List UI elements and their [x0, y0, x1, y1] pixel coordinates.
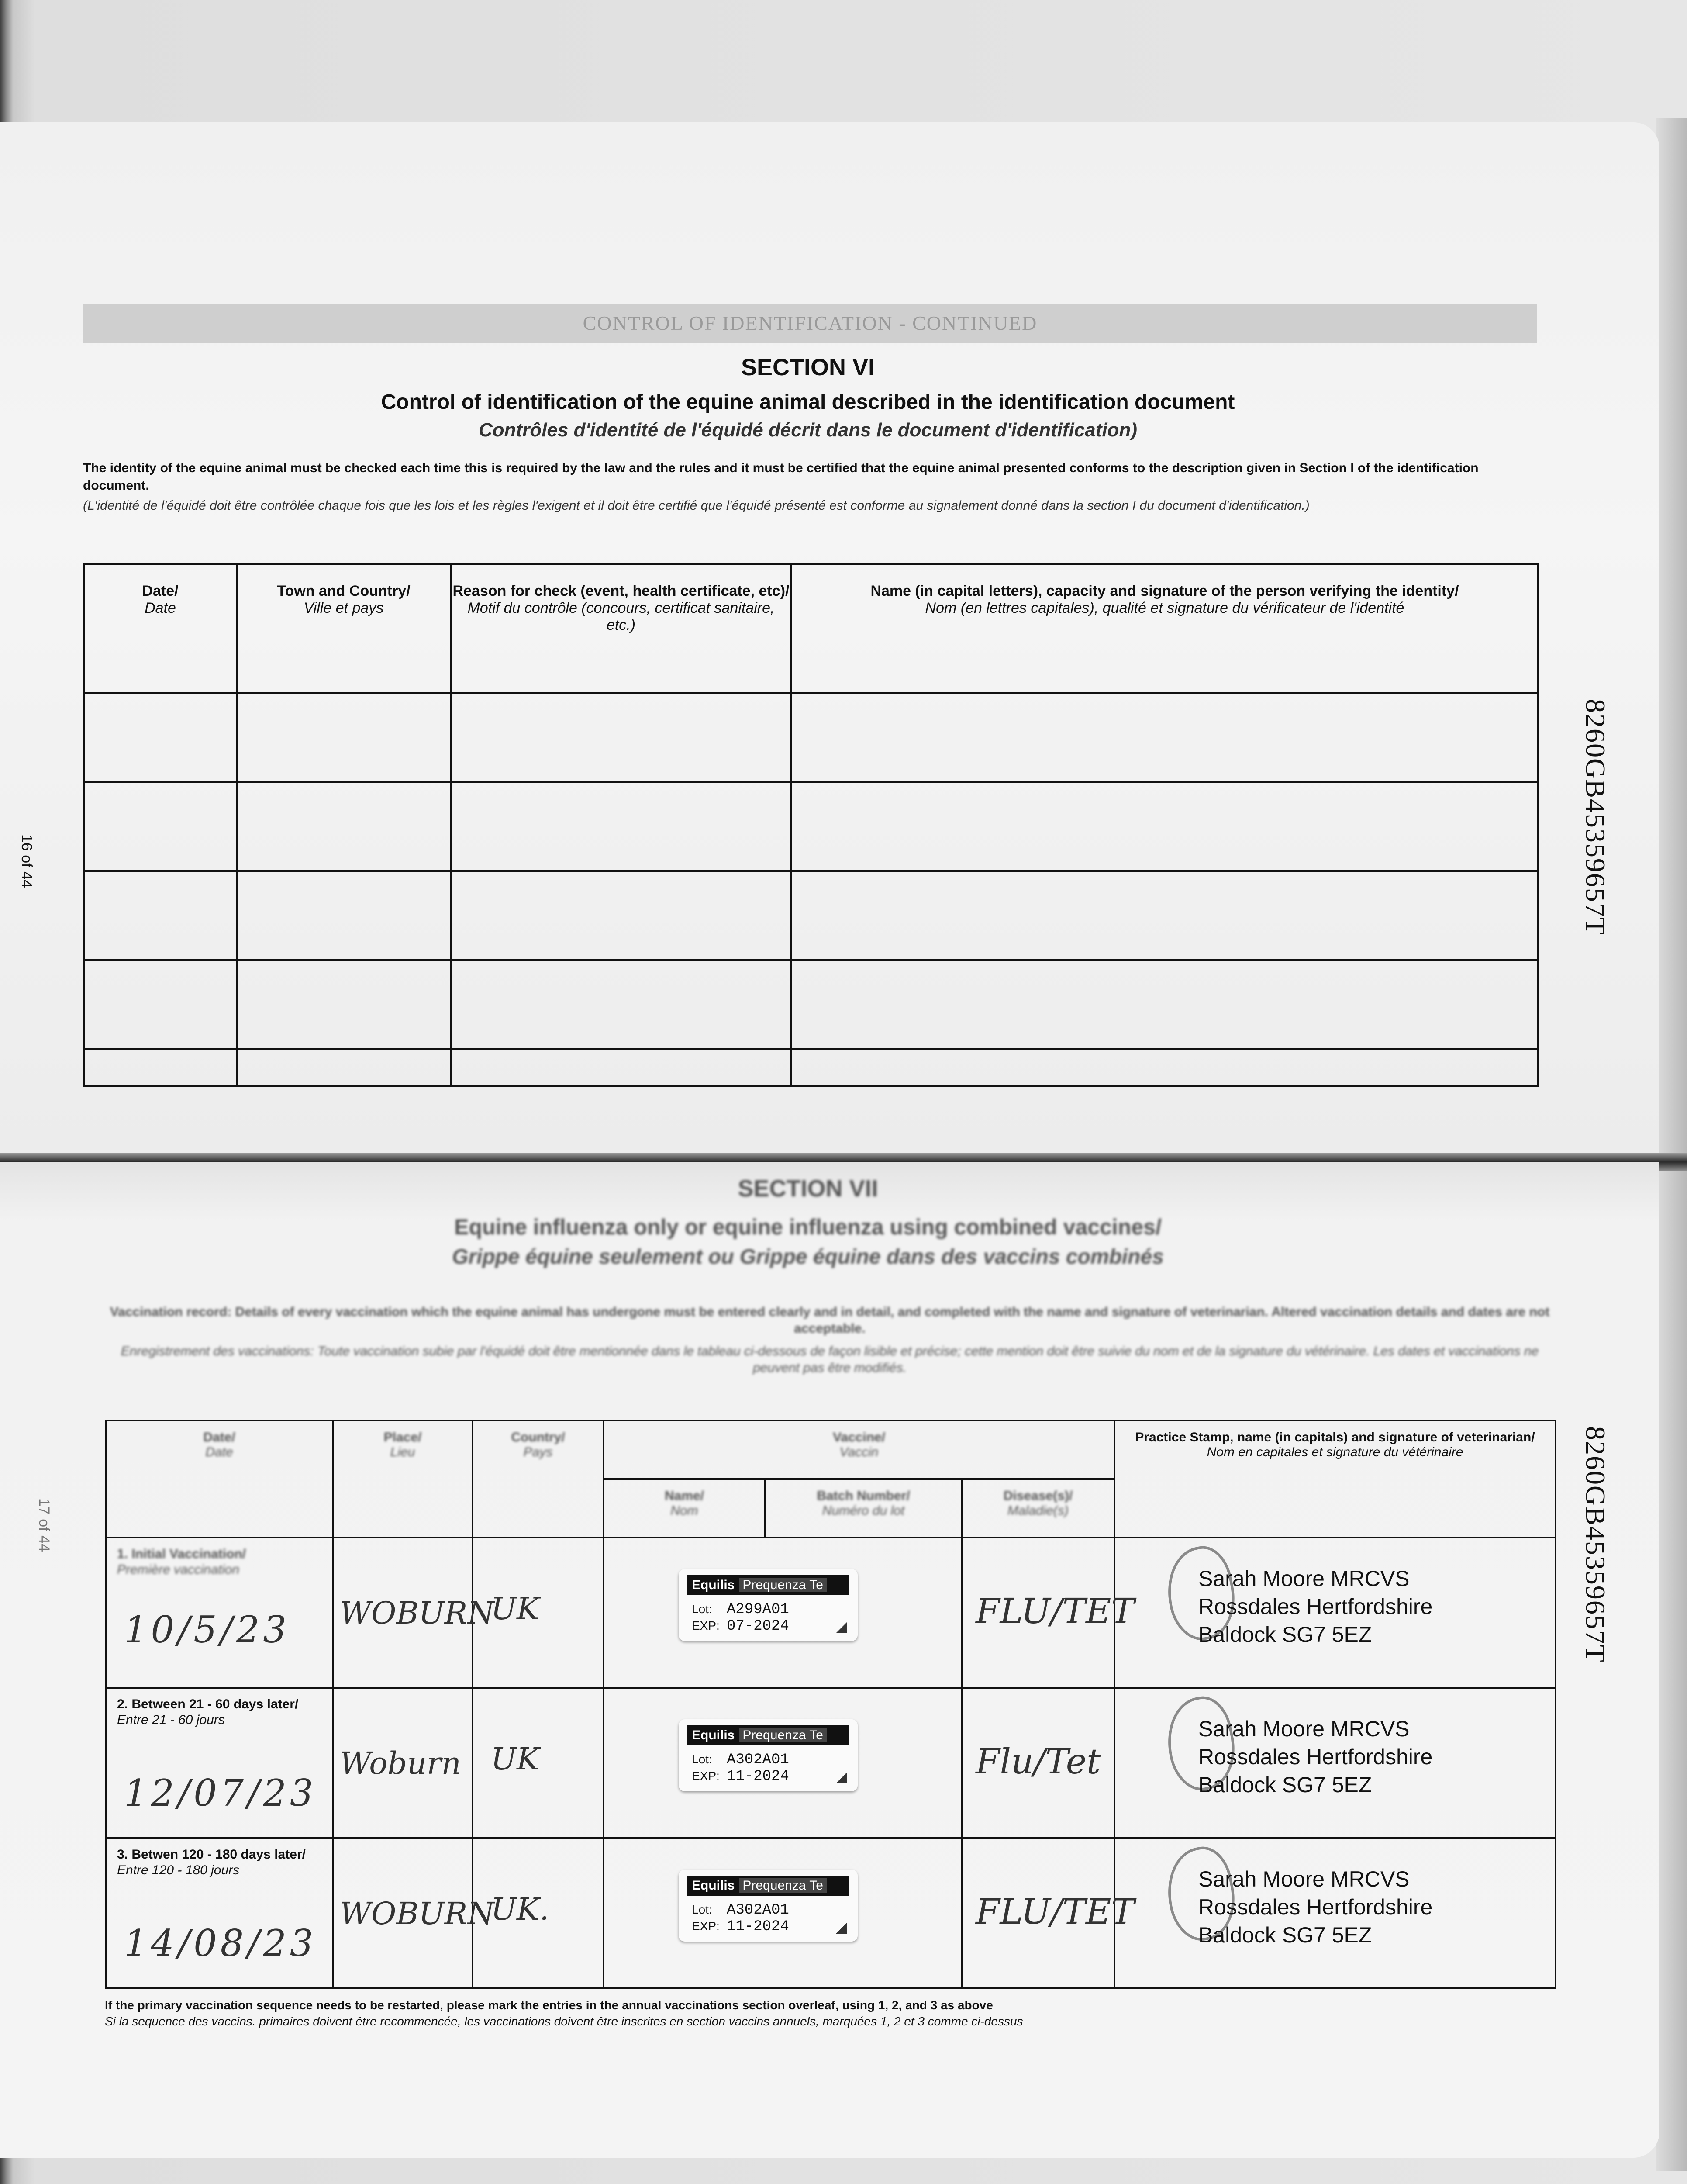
sticker-lot: Lot: A302A01 — [692, 1902, 789, 1918]
table-row — [106, 1538, 1556, 1688]
handwritten-place: Woburn — [340, 1745, 461, 1781]
header-vaccine: Vaccine/ Vaccin — [604, 1420, 1114, 1479]
table-row — [84, 782, 1538, 871]
section-vi-heading: SECTION VI — [741, 354, 875, 380]
header-date: Date/ Date — [106, 1420, 333, 1538]
handwritten-place: WOBURN — [340, 1896, 494, 1932]
table-cell[interactable] — [451, 782, 791, 871]
table-cell[interactable] — [791, 960, 1538, 1049]
row-label: 1. Initial Vaccination/ Première vaccination — [117, 1547, 246, 1577]
vaccine-sticker — [679, 1719, 858, 1791]
practice-stamp: Sarah Moore MRCVS Rossdales Hertfordshire Baldock SG7 5EZ — [1198, 1566, 1433, 1647]
place-cell[interactable] — [333, 1688, 473, 1838]
row-label: 2. Between 21 - 60 days later/ Entre 21 - 60 jours — [117, 1697, 299, 1727]
handwritten-date: 10/5/23 — [124, 1608, 290, 1651]
table-header-row — [106, 1420, 1556, 1479]
sticker-exp: EXP: 11-2024 — [692, 1768, 789, 1785]
section-vii-title-fr: Grippe équine seulement ou Grippe équine dans des vaccins combinés — [452, 1245, 1164, 1268]
date-cell[interactable] — [106, 1538, 333, 1688]
table-row — [84, 693, 1538, 782]
sticker-corner — [836, 1922, 847, 1934]
disease-cell[interactable] — [962, 1538, 1135, 1688]
sticker-band: Equilis Prequenza Te — [687, 1876, 849, 1896]
footnote-fr: Si la sequence des vaccins. primaires doivent être recommencée, les vaccinations doivent être inscrites en section vaccins annuels, marquées 1, 2 et 3 comme ci-dessus — [105, 2015, 1023, 2028]
table-cell[interactable] — [237, 960, 451, 1049]
practice-stamp: Sarah Moore MRCVS Rossdales Hertfordshire Baldock SG7 5EZ — [1198, 1717, 1433, 1797]
table-cell[interactable] — [791, 782, 1538, 871]
header-batch-number: Batch Number/ Numéro du lot — [765, 1479, 962, 1538]
section-vii-intro-en: Vaccination record: Details of every vaccination which the equine animal has undergone must be entered clearly and in detail, and completed with the name and signature of veterinarian. Altered vaccination details and dates are not acceptable. — [110, 1305, 1550, 1336]
page-number-17: 17 of 44 — [36, 1498, 52, 1552]
table-cell[interactable] — [791, 693, 1538, 782]
page-number-16: 16 of 44 — [18, 834, 35, 888]
practice-stamp: Sarah Moore MRCVS Rossdales Hertfordshire Baldock SG7 5EZ — [1198, 1867, 1433, 1947]
table-cell[interactable] — [237, 871, 451, 960]
disease-cell[interactable] — [962, 1688, 1114, 1838]
section-vii-intro-fr: Enregistrement des vaccinations: Toute vaccination subie par l'équidé doit être mentionnée dans le tableau ci-dessous de façon lisible et précise; cette mention doit être suivie du nom et de la signature du vétérinaire. Les dates et vaccinations ne peuvent pas être modifiés. — [121, 1344, 1539, 1375]
header-place: Place/ Lieu — [333, 1420, 473, 1538]
table-row — [106, 1688, 1556, 1838]
header-vaccine-name: Name/ Nom — [604, 1479, 765, 1538]
sticker-exp: EXP: 11-2024 — [692, 1918, 789, 1935]
vaccine-cell[interactable] — [604, 1538, 962, 1688]
section-vi-title-en: Control of identification of the equine animal described in the identification document — [381, 390, 1235, 414]
section-vi-intro-fr: (L'identité de l'équidé doit être contrôlée chaque fois que les lois et les règles l'exigent et il doit être certifié que l'équidé présenté est conforme au signalement donné dans la section I du document d'identification.) — [83, 498, 1310, 513]
table-row — [84, 960, 1538, 1049]
header-disease: Disease(s)/ Maladie(s) — [962, 1479, 1114, 1538]
stamp-cell[interactable] — [1114, 1688, 1556, 1838]
handwritten-date: 14/08/23 — [124, 1922, 317, 1965]
stamp-cell[interactable] — [1114, 1838, 1556, 1988]
sticker-band: Equilis Prequenza Te — [687, 1575, 849, 1595]
passport-cover-edge — [1656, 118, 1687, 2171]
table-cell[interactable] — [84, 1049, 237, 1086]
header-practice-stamp: Practice Stamp, name (in capitals) and signature of veterinarian/ Nom en capitales et signature du vétérinaire — [1114, 1420, 1556, 1538]
vaccine-sticker — [679, 1870, 858, 1942]
header-country: Country/ Pays — [473, 1420, 604, 1538]
table-cell[interactable] — [84, 960, 237, 1049]
date-cell[interactable] — [106, 1838, 333, 1988]
sticker-exp: EXP: 07-2024 — [692, 1618, 789, 1635]
section-vii-title-en: Equine influenza only or equine influenza using combined vaccines/ — [454, 1215, 1162, 1239]
vaccine-cell[interactable] — [604, 1838, 962, 1988]
table-cell[interactable] — [237, 1049, 451, 1086]
place-cell[interactable] — [333, 1838, 494, 1988]
table-cell[interactable] — [451, 1049, 791, 1086]
country-cell[interactable] — [473, 1838, 604, 1988]
table-cell[interactable] — [237, 782, 451, 871]
passport-serial-bottom: 8260GB45359657T — [1580, 1426, 1611, 1663]
handwritten-place: WOBURN — [340, 1595, 494, 1631]
row-label: 3. Betwen 120 - 180 days later/ Entre 120 - 180 jours — [117, 1847, 306, 1877]
country-cell[interactable] — [473, 1688, 604, 1838]
footnote-en: If the primary vaccination sequence needs to be restarted, please mark the entries in the annual vaccinations section overleaf, using 1, 2, and 3 as above — [105, 1998, 993, 2012]
vaccine-cell[interactable] — [604, 1688, 962, 1838]
table-cell[interactable] — [451, 871, 791, 960]
table-cell[interactable] — [84, 782, 237, 871]
table-header-row — [84, 564, 1538, 693]
identification-check-table — [83, 563, 1539, 1087]
table-cell[interactable] — [84, 693, 237, 782]
sticker-lot: Lot: A302A01 — [692, 1752, 789, 1768]
date-cell[interactable] — [106, 1688, 333, 1838]
table-cell[interactable] — [791, 871, 1538, 960]
header-town-country: Town and Country/ Ville et pays — [237, 564, 451, 693]
handwritten-disease: Flu/Tet — [976, 1741, 1101, 1782]
handwritten-date: 12/07/23 — [124, 1772, 317, 1814]
table-cell[interactable] — [237, 693, 451, 782]
table-cell[interactable] — [84, 871, 237, 960]
handwritten-disease: FLU/TET — [976, 1891, 1135, 1932]
header-reason: Reason for check (event, health certificate, etc)/ Motif du contrôle (concours, certificat sanitaire, etc.) — [451, 564, 791, 693]
header-date: Date/ Date — [84, 564, 237, 693]
sticker-band: Equilis Prequenza Te — [687, 1725, 849, 1745]
table-cell[interactable] — [451, 960, 791, 1049]
country-cell[interactable] — [473, 1538, 604, 1688]
handwritten-country: UK — [491, 1741, 540, 1777]
disease-cell[interactable] — [962, 1838, 1135, 1988]
vaccine-sticker — [679, 1569, 858, 1641]
table-row — [84, 1049, 1538, 1086]
sticker-lot: Lot: A299A01 — [692, 1601, 789, 1618]
handwritten-disease: FLU/TET — [976, 1591, 1135, 1631]
table-cell[interactable] — [451, 693, 791, 782]
passport-serial-top: 8260GB45359657T — [1580, 699, 1611, 936]
table-cell[interactable] — [791, 1049, 1538, 1086]
sticker-corner — [836, 1772, 847, 1783]
table-row — [84, 871, 1538, 960]
table-row — [106, 1838, 1556, 1988]
sticker-corner — [836, 1622, 847, 1633]
handwritten-country: UK. — [491, 1891, 549, 1927]
section-vi-title-fr: Contrôles d'identité de l'équidé décrit dans le document d'identification) — [479, 419, 1137, 441]
place-cell[interactable] — [333, 1538, 494, 1688]
vaccination-table — [105, 1420, 1556, 1989]
section-vii-heading: SECTION VII — [738, 1175, 878, 1202]
stamp-cell[interactable] — [1114, 1538, 1556, 1688]
handwritten-country: UK — [491, 1591, 540, 1627]
section-banner: CONTROL OF IDENTIFICATION - CONTINUED — [83, 304, 1537, 343]
header-verifier: Name (in capital letters), capacity and signature of the person verifying the identity/ Nom (en lettres capitales), qualité et signature du vérificateur de l'identité — [791, 564, 1538, 693]
section-vi-intro-en: The identity of the equine animal must be checked each time this is required by the law and the rules and it must be certified that the equine animal presented conforms to the description given in Section I of the identification document. — [83, 461, 1479, 493]
